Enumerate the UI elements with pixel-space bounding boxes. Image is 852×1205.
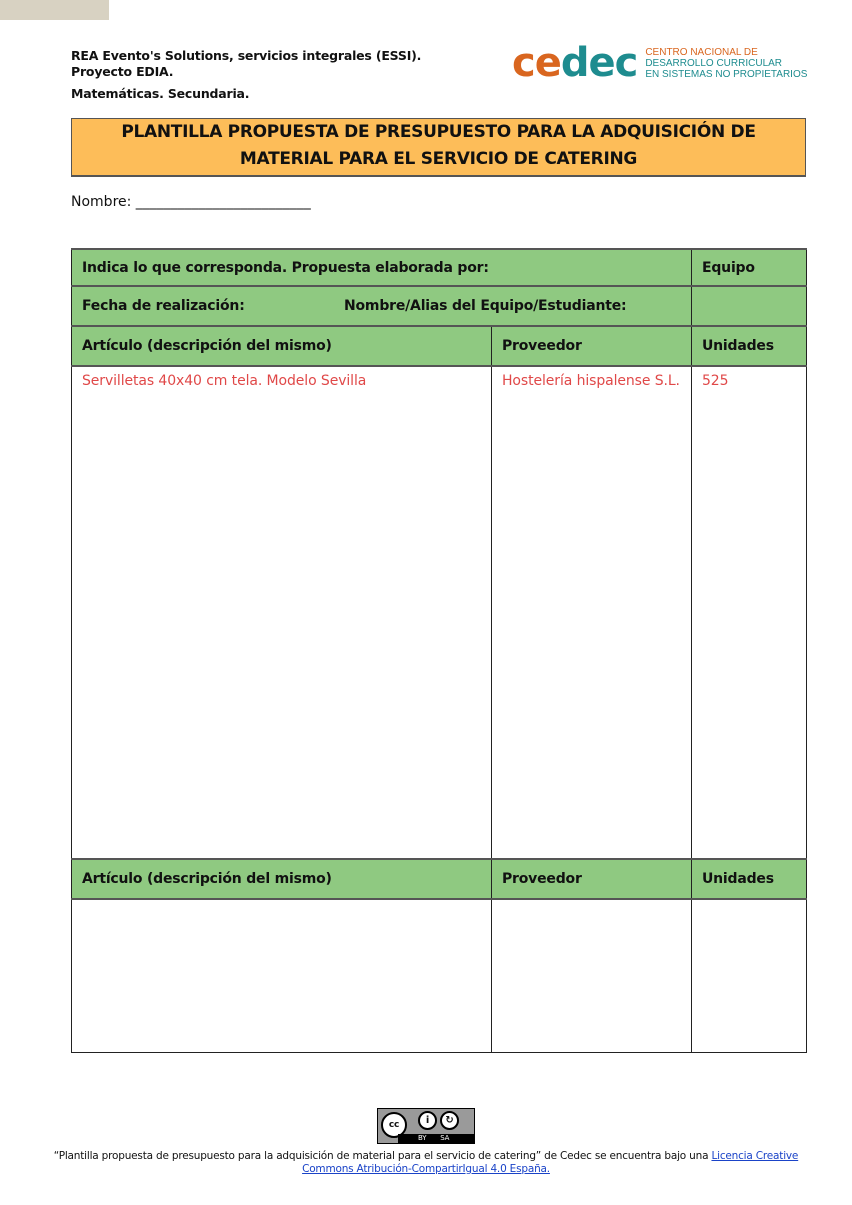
item-proveedor[interactable]: Hostelería hispalense S.L. [492, 366, 692, 859]
table-row [72, 366, 807, 859]
budget-table [71, 248, 807, 1053]
logo-word-part2: dec [560, 40, 638, 86]
cedec-logo [512, 40, 807, 86]
cc-sa-label: SA [440, 1134, 450, 1142]
col-header-unidades: Unidades [692, 326, 807, 366]
tagline-line-2: DESARROLLO CURRICULAR [645, 57, 783, 69]
license-link-1[interactable]: Licencia Creative [711, 1150, 799, 1162]
header-line-2: Proyecto EDIA. [71, 64, 174, 79]
document-header [71, 48, 421, 102]
tagline-line-1: CENTRO NACIONAL DE [645, 46, 758, 58]
col-header-proveedor: Proveedor [492, 326, 692, 366]
corner-tab [0, 0, 109, 20]
cedec-logo-word [512, 40, 637, 86]
header-line-1: REA Evento's Solutions, servicios integrales (ESSI). [71, 48, 422, 63]
license-text-body: “Plantilla propuesta de presupuesto para la adquisición de material para el servicio de catering” de Cedec se encuentra bajo una [53, 1150, 712, 1162]
col-header-proveedor-2: Proveedor [492, 859, 692, 899]
empty-articulo-cell[interactable] [72, 899, 492, 1052]
attribution-icon: i [418, 1111, 437, 1130]
col-header-unidades-2: Unidades [692, 859, 807, 899]
title-line-2: MATERIAL PARA EL SERVICIO DE CATERING [239, 149, 638, 169]
cc-by-sa-badge[interactable] [377, 1108, 475, 1144]
item-unidades[interactable]: 525 [692, 366, 807, 859]
license-link-2[interactable]: Commons Atribución-CompartirIgual 4.0 España. [302, 1163, 550, 1175]
cedec-tagline [645, 47, 807, 80]
item-articulo[interactable]: Servilletas 40x40 cm tela. Modelo Sevilla [72, 366, 492, 859]
cc-badge-bar [398, 1134, 474, 1143]
license-text [30, 1150, 822, 1176]
equipo-value-cell[interactable] [692, 286, 807, 326]
fecha-alias-row [72, 286, 692, 326]
alias-label: Nombre/Alias del Equipo/Estudiante: [344, 298, 627, 314]
share-alike-icon: ↻ [440, 1111, 459, 1130]
cc-icon: cc [381, 1112, 407, 1138]
empty-unidades-cell[interactable] [692, 899, 807, 1052]
equipo-label: Equipo [692, 249, 807, 286]
page-title [71, 118, 806, 177]
fecha-label: Fecha de realización: [82, 298, 245, 314]
cc-by-label: BY [418, 1134, 427, 1142]
nombre-field[interactable]: Nombre: _________________________ [71, 194, 311, 210]
title-line-1: PLANTILLA PROPUESTA DE PRESUPUESTO PARA LA ADQUISICIÓN DE [121, 122, 756, 142]
header-line-3: Matemáticas. Secundaria. [71, 86, 250, 101]
table-row [72, 899, 807, 1052]
tagline-line-3: EN SISTEMAS NO PROPIETARIOS [645, 68, 808, 80]
col-header-articulo-2: Artículo (descripción del mismo) [72, 859, 492, 899]
empty-proveedor-cell[interactable] [492, 899, 692, 1052]
col-header-articulo: Artículo (descripción del mismo) [72, 326, 492, 366]
propuesta-label: Indica lo que corresponda. Propuesta elaborada por: [72, 249, 692, 286]
logo-word-part1: ce [512, 40, 561, 86]
license-footer [30, 1108, 822, 1176]
